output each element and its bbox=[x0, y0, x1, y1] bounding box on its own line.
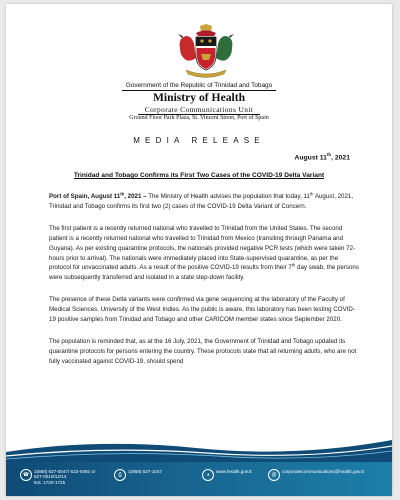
phone-line-1: 1(868) 627-0047/ 623-0492 or bbox=[34, 469, 96, 474]
email-icon: @ bbox=[268, 469, 280, 481]
footer-phone bbox=[20, 469, 95, 485]
p1-suffix: th bbox=[309, 191, 314, 197]
website-link[interactable]: www.health.gov.tt bbox=[216, 469, 252, 474]
phone-icon: ☎ bbox=[20, 469, 32, 481]
press-release-page bbox=[6, 4, 392, 496]
release-date-suffix: th bbox=[326, 152, 332, 157]
release-headline: Trinidad and Tobago Confirms its First Two Cases of the COVID-19 Delta Variant bbox=[73, 172, 325, 179]
dateline-lead bbox=[49, 193, 147, 200]
paragraph-2 bbox=[49, 224, 361, 283]
coat-of-arms-icon bbox=[174, 24, 238, 80]
footer-website[interactable] bbox=[202, 469, 252, 481]
footer-wave-decoration bbox=[6, 436, 392, 462]
release-label: MEDIA RELEASE bbox=[133, 136, 265, 145]
release-date-year: , 2021 bbox=[331, 154, 350, 162]
paragraph-3: The presence of these Delta variants were confirmed via gene sequencing at the laboratory of the Faculty of Medical Sciences, University of the West Indies. As the public is aware, this laboratory has been testing COVID-19 positive samples from Trinidad and Tobago and other CARICOM member states since September 2020. bbox=[49, 296, 355, 324]
footer-email[interactable] bbox=[268, 469, 364, 481]
dateline-end: , 2021 – bbox=[124, 193, 147, 200]
paragraph-1 bbox=[49, 192, 361, 212]
dateline-text: Port of Spain, August 11 bbox=[49, 193, 121, 200]
p2-suffix: th bbox=[291, 262, 296, 268]
government-name: Government of the Republic of Trinidad and Tobago bbox=[125, 82, 273, 89]
phone-lines bbox=[34, 469, 95, 485]
ministry-address: Ground Floor Park Plaza, St. Vincent Street, Port of Spain bbox=[129, 115, 269, 121]
p1-text-b: August, 2021, Trinidad and Tobago confirms its first two (2) cases of the COVID-19 Delta Variant of Concern. bbox=[49, 193, 354, 210]
fax-number: 1(868) 627-1047 bbox=[128, 469, 162, 474]
paragraph-4: The population is reminded that, as at the 16 July, 2021, the Government of Trinidad and Tobago updated its quarantine protocols for persons entering the country. These protocols state that all returning adults, who are not fully vaccinated against COVID-19, should spend bbox=[49, 337, 357, 365]
p1-text-a: The Ministry of Health advises the population that today, 11 bbox=[146, 193, 310, 200]
footer-fax bbox=[114, 469, 162, 481]
contact-footer bbox=[6, 454, 392, 496]
email-link[interactable]: corporatecommunications@health.gov.tt bbox=[282, 469, 364, 474]
p2-text-b: day swab, the persons were subsequently transferred and isolated in a state step-down facility. bbox=[49, 264, 359, 282]
globe-icon: ◕ bbox=[202, 469, 214, 481]
release-body bbox=[49, 192, 361, 379]
release-date bbox=[294, 152, 350, 161]
phone-line-2: 627-0010/12/14 bbox=[34, 474, 67, 480]
unit-name: Corporate Communications Unit bbox=[144, 105, 254, 114]
fax-icon: ⎙ bbox=[114, 469, 126, 481]
p2-text-a: The first patient is a recently returned national who travelled to Trinidad from the United States. The second patient is a recently returned national who travelled to Trinidad from Mexico (transiting through Panama and Guyana). As per existing quarantine protocols, the nationals provided negative PCR tests (which were taken 72-hours prior to arrival). The nationals were immediately placed into State-supervised quarantine, as per the protocol for unvaccinated adults. As a result of the positive COVID-19 results from their 7 bbox=[49, 224, 356, 272]
release-date-text: August 11 bbox=[294, 154, 327, 162]
phone-line-3: Ext. 1720-1725 bbox=[34, 479, 66, 485]
dateline-suffix: th bbox=[120, 191, 125, 197]
ministry-name: Ministry of Health bbox=[152, 91, 246, 104]
